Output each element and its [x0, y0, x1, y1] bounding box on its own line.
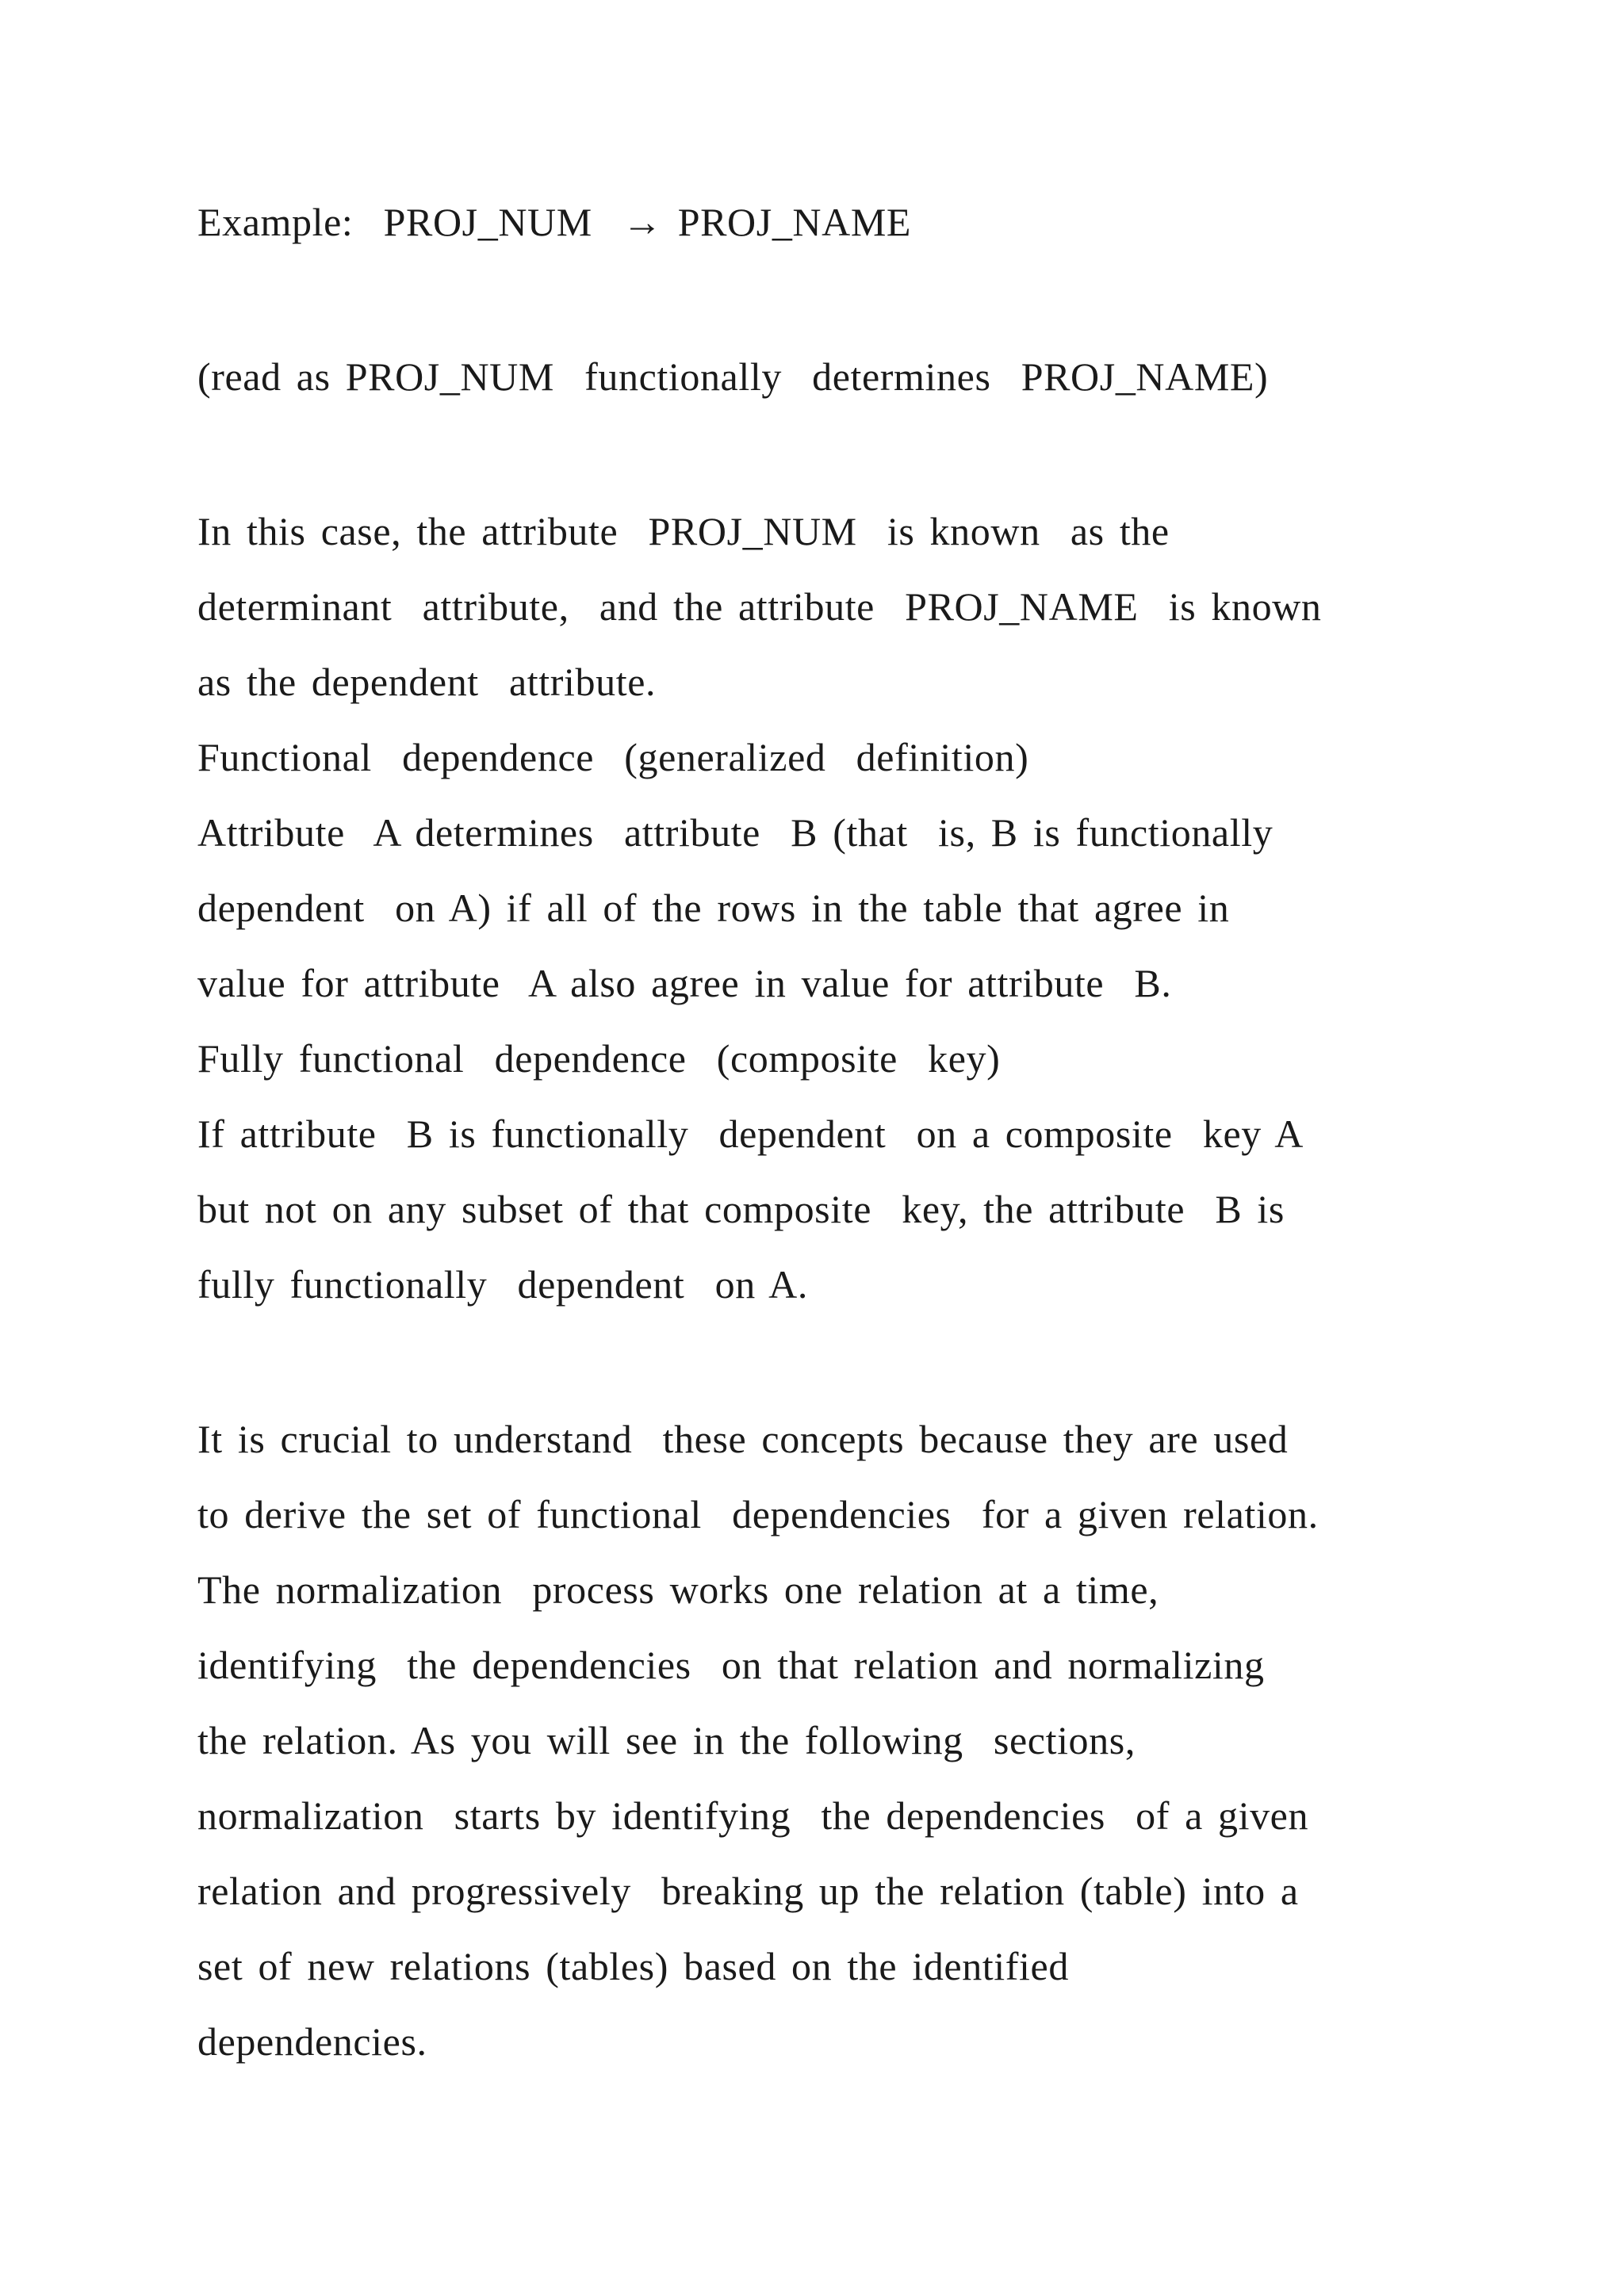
paragraph-line: set of new relations (tables) based on the identified	[197, 1944, 1069, 1988]
section-heading: Functional dependence (generalized definition)	[197, 735, 1029, 779]
paragraph-line: value for attribute A also agree in value for attribute B.	[197, 961, 1172, 1005]
paragraph-line: normalization starts by identifying the dependencies of a given	[197, 1793, 1309, 1838]
paragraph-line: If attribute B is functionally dependent on a composite key A	[197, 1112, 1304, 1156]
example-line: Example: PROJ_NUM → PROJ_NAME	[197, 200, 912, 244]
paragraph-line: relation and progressively breaking up the relation (table) into a	[197, 1869, 1299, 1913]
paragraph-line: It is crucial to understand these concepts because they are used	[197, 1417, 1289, 1461]
paragraph-line: Attribute A determines attribute B (that is, B is functionally	[197, 810, 1274, 855]
paragraph-line: fully functionally dependent on A.	[197, 1262, 808, 1307]
paragraph-line: identifying the dependencies on that relation and normalizing	[197, 1643, 1265, 1687]
paragraph-line: to derive the set of functional dependencies for a given relation.	[197, 1492, 1319, 1536]
paragraph-line: the relation. As you will see in the following sections,	[197, 1718, 1136, 1762]
paragraph-line: but not on any subset of that composite key, the attribute B is	[197, 1187, 1285, 1231]
paragraph-line: dependencies.	[197, 2019, 427, 2064]
paragraph-line: The normalization process works one relation at a time,	[197, 1567, 1159, 1612]
read-as-line: (read as PROJ_NUM functionally determines PROJ_NAME)	[197, 354, 1269, 399]
paragraph-line: determinant attribute, and the attribute PROJ_NAME is known	[197, 584, 1322, 629]
paragraph-line: In this case, the attribute PROJ_NUM is known as the	[197, 509, 1170, 553]
paragraph-line: dependent on A) if all of the rows in the table that agree in	[197, 886, 1230, 930]
paragraph-line: as the dependent attribute.	[197, 660, 657, 704]
section-heading: Fully functional dependence (composite key)	[197, 1036, 1001, 1081]
